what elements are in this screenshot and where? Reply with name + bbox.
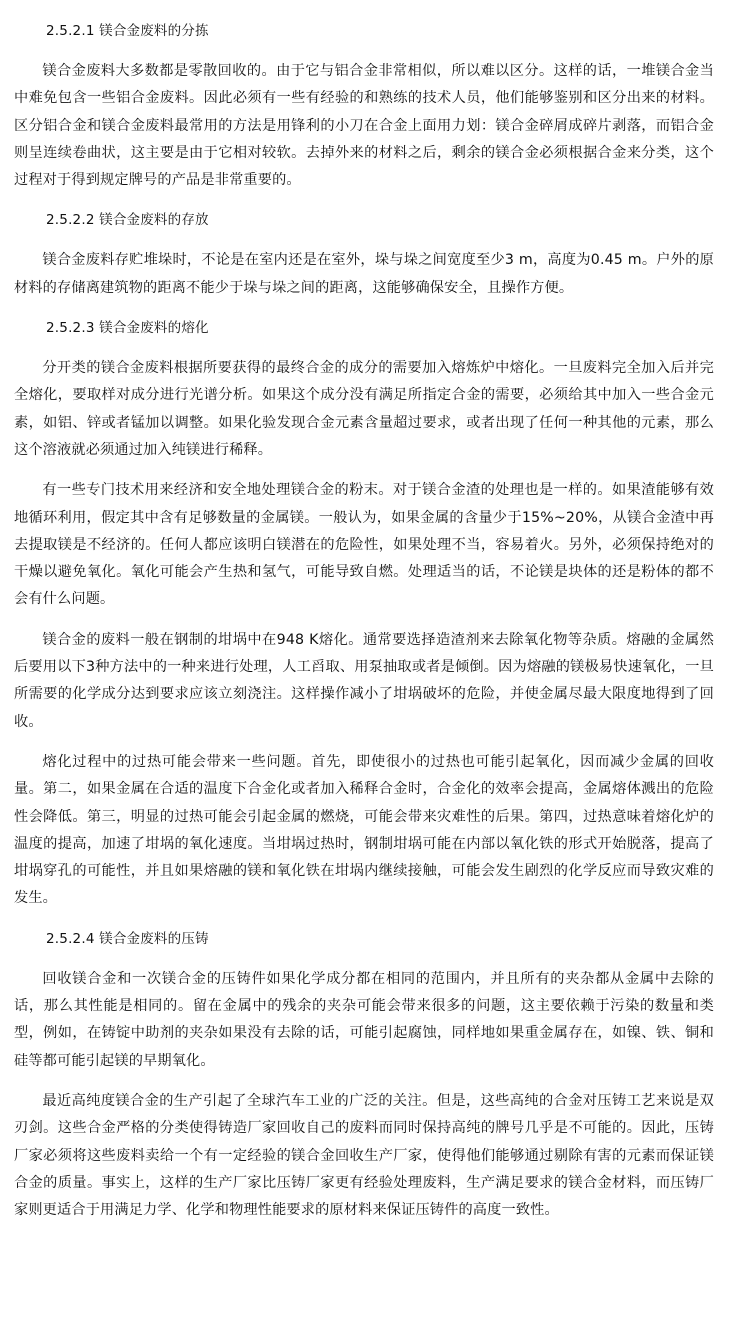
paragraph: 镁合金废料大多数都是零散回收的。由于它与铝合金非常相似，所以难以区分。这样的话，一堆镁合金当中难免包含一些铝合金废料。因此必须有一些有经验的和熟练的技术人员，他们能够鉴别和区分出来的材料。区分铝合金和镁合金废料最常用的方法是用锋利的小刀在合金上面用力划：镁合金碎屑成碎片剥落，而铝合金则呈连续卷曲状，这主要是由于它相对较软。去掉外来的材料之后，剩余的镁合金必须根据合金来分类，这个过程对于得到规定牌号的产品是非常重要的。	[14, 63, 714, 189]
section-heading-2-5-2-4: 2.5.2.4 镁合金废料的压铸	[46, 930, 209, 947]
paragraph: 熔化过程中的过热可能会带来一些问题。首先，即使很小的过热也可能引起氧化，因而减少金属的回收量。第二，如果金属在合适的温度下合金化或者加入稀释合金时，合金化的效率会提高，金属熔体溅出的危险性会降低。第三，明显的过热可能会引起金属的燃烧，可能会带来灾难性的后果。第四，过热意味着熔化炉的温度的提高，加速了坩埚的氧化速度。当坩埚过热时，钢制坩埚可能在内部以氧化铁的形式开始脱落，提高了坩埚穿孔的可能性，并且如果熔融的镁和氧化铁在坩埚内继续接触，可能会发生剧烈的化学反应而导致灾难的发生。	[14, 753, 714, 907]
paragraph: 镁合金的废料一般在钢制的坩埚中在948 K熔化。通常要选择造渣剂来去除氧化物等杂质。熔融的金属然后要用以下3种方法中的一种来进行处理，人工舀取、用泵抽取或者是倾倒。因为熔融的镁极易快速氧化，一旦所需要的化学成分达到要求应该立刻浇注。这样操作减小了坩埚破坏的危险，并使金属尽最大限度地得到了回收。	[14, 631, 714, 730]
paragraph: 分开类的镁合金废料根据所要获得的最终合金的成分的需要加入熔炼炉中熔化。一旦废料完全加入后并完全熔化，要取样对成分进行光谱分析。如果这个成分没有满足所指定合金的需要，必须给其中加入一些合金元素，如铝、锌或者锰加以调整。如果化验发现合金元素含量超过要求，或者出现了任何一种其他的元素，那么这个溶液就必须通过加入纯镁进行稀释。	[14, 360, 714, 458]
paragraph: 镁合金废料存贮堆垛时，不论是在室内还是在室外，垛与垛之间宽度至少3 m，高度为0.45 m。户外的原材料的存储离建筑物的距离不能少于垛与垛之间的距离，这能够确保安全，且操作方便。	[14, 252, 714, 296]
paragraph: 最近高纯度镁合金的生产引起了全球汽车工业的广泛的关注。但是，这些高纯的合金对压铸工艺来说是双刃剑。这些合金严格的分类使得铸造厂家回收自己的废料而同时保持高纯的牌号几乎是不可能的。因此，压铸厂家必须将这些废料卖给一个有一定经验的镁合金回收生产厂家，使得他们能够通过剔除有害的元素而保证镁合金的质量。事实上，这样的生产厂家比压铸厂家更有经验处理废料，生产满足要求的镁合金材料，而压铸厂家则更适合于用满足力学、化学和物理性能要求的原材料来保证压铸件的高度一致性。	[14, 1092, 714, 1219]
section-heading-2-5-2-2: 2.5.2.2 镁合金废料的存放	[46, 212, 209, 229]
section-heading-2-5-2-3: 2.5.2.3 镁合金废料的熔化	[46, 320, 209, 337]
section-heading-2-5-2-1: 2.5.2.1 镁合金废料的分拣	[46, 23, 209, 39]
paragraph: 有一些专门技术用来经济和安全地处理镁合金的粉末。对于镁合金渣的处理也是一样的。如果渣能够有效地循环利用，假定其中含有足够数量的金属镁。一般认为，如果金属的含量少于15%~20%，从镁合金渣中再去提取镁是不经济的。任何人都应该明白镁潜在的危险性，如果处理不当，容易着火。另外，必须保持绝对的干燥以避免氧化。氧化可能会产生热和氢气，可能导致自燃。处理适当的话，不论镁是块体的还是粉体的都不会有什么问题。	[14, 482, 714, 608]
paragraph: 回收镁合金和一次镁合金的压铸件如果化学成分都在相同的范围内，并且所有的夹杂都从金属中去除的话，那么其性能是相同的。留在金属中的残余的夹杂可能会带来很多的问题，这主要依赖于污染的数量和类型，例如，在铸锭中助剂的夹杂如果没有去除的话，可能引起腐蚀，同样地如果重金属存在，如镍、铁、铜和硅等都可能引起镁的早期氧化。	[14, 970, 714, 1069]
